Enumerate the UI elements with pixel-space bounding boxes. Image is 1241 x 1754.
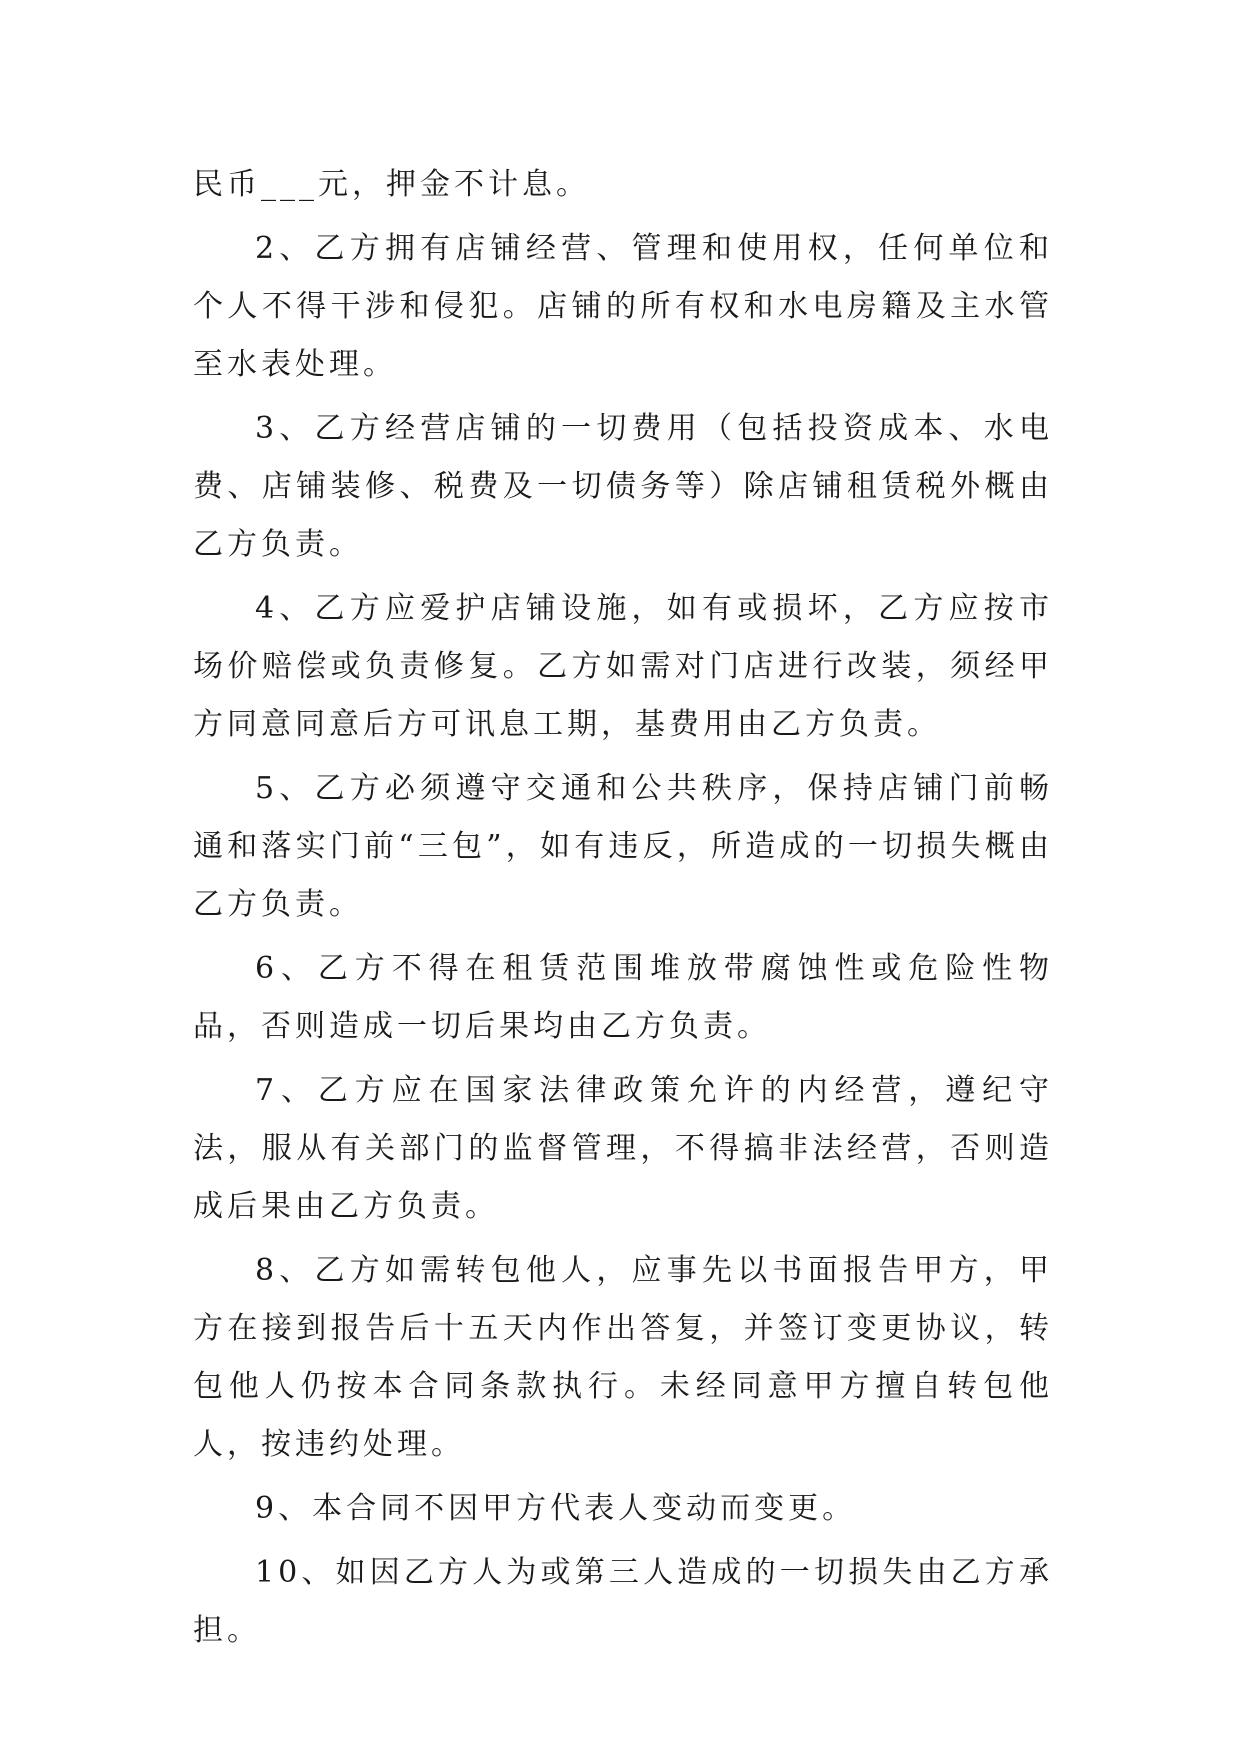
document-page bbox=[193, 156, 1053, 1666]
paragraph-clause-4: 4、乙方应爱护店铺设施，如有或损坏，乙方应按市场价赔偿或负责修复。乙方如需对门店进行改装，须经甲方同意同意后方可讯息工期，基费用由乙方负责。 bbox=[193, 591, 1053, 742]
paragraph-clause-5: 5、乙方必须遵守交通和公共秩序，保持店铺门前畅通和落实门前“三包”，如有违反，所造成的一切损失概由乙方负责。 bbox=[193, 771, 1053, 922]
paragraph-clause-9: 9、本合同不因甲方代表人变动而变更。 bbox=[255, 1491, 857, 1526]
paragraph-clause-6: 6、乙方不得在租赁范围堆放带腐蚀性或危险性物品，否则造成一切后果均由乙方负责。 bbox=[193, 951, 1053, 1044]
paragraph-clause-10: 10、如因乙方人为或第三人造成的一切损失由乙方承担。 bbox=[193, 1555, 1053, 1648]
paragraph-deposit: 民币___元，押金不计息。 bbox=[193, 167, 590, 202]
paragraph-clause-7: 7、乙方应在国家法律政策允许的内经营，遵纪守法，服从有关部门的监督管理，不得搞非法经营，否则造成后果由乙方负责。 bbox=[193, 1073, 1053, 1224]
paragraph-clause-2: 2、乙方拥有店铺经营、管理和使用权，任何单位和个人不得干涉和侵犯。店铺的所有权和水电房籍及主水管至水表处理。 bbox=[193, 231, 1053, 382]
paragraph-clause-3: 3、乙方经营店铺的一切费用（包括投资成本、水电费、店铺装修、税费及一切债务等）除店铺租赁税外概由乙方负责。 bbox=[193, 411, 1053, 562]
paragraph-clause-8: 8、乙方如需转包他人，应事先以书面报告甲方，甲方在接到报告后十五天内作出答复，并签订变更协议，转包他人仍按本合同条款执行。未经同意甲方擅自转包他人，按违约处理。 bbox=[193, 1253, 1053, 1462]
